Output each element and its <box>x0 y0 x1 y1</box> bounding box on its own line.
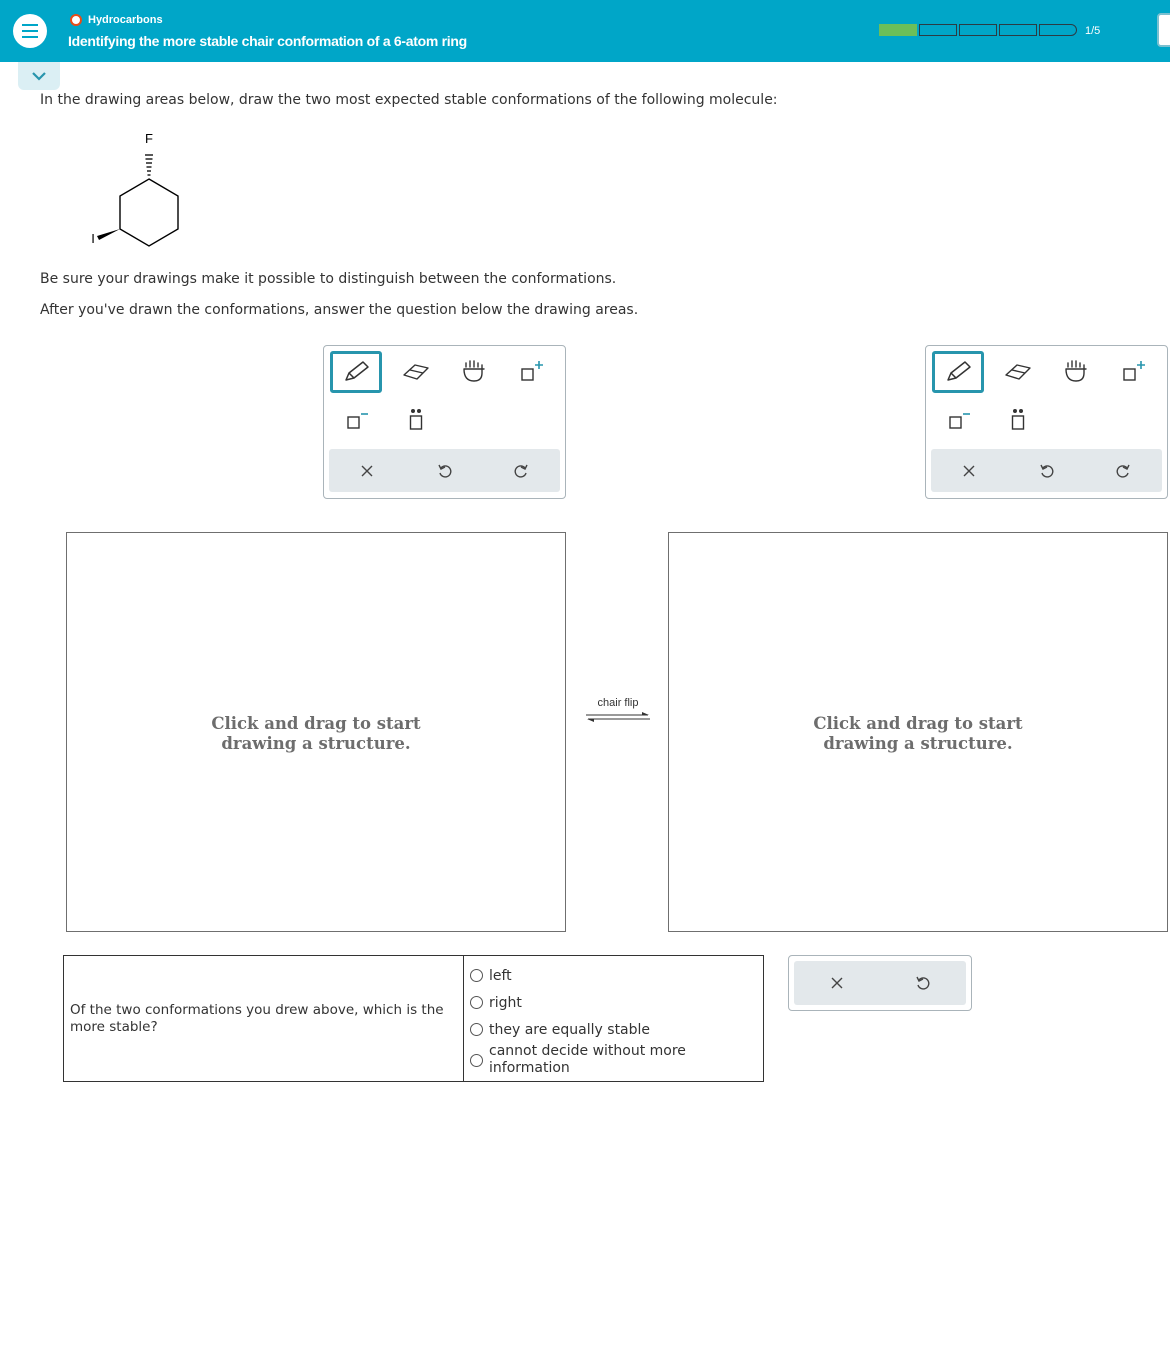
progress-label: 1/5 <box>1085 25 1101 37</box>
redo-button[interactable] <box>491 449 551 492</box>
progress-segment <box>1039 24 1077 36</box>
pencil-icon <box>943 360 973 384</box>
positive-charge-tool[interactable] <box>1108 351 1160 393</box>
canvas-hint: Click and drag to start drawing a structure. <box>211 714 421 753</box>
option-cannot-decide[interactable]: cannot decide without more information <box>470 1043 757 1077</box>
radio-button[interactable] <box>470 1054 483 1067</box>
negative-charge-icon <box>342 407 370 433</box>
atom-label-top: F <box>145 131 153 146</box>
chair-flip-label: chair flip <box>597 697 639 709</box>
eraser-icon <box>401 361 431 383</box>
molecule-structure <box>82 125 192 254</box>
radio-button[interactable] <box>470 1023 483 1036</box>
clear-answer-button[interactable] <box>794 961 880 1005</box>
redo-icon <box>513 463 529 479</box>
eraser-icon <box>1003 361 1033 383</box>
collapse-button[interactable] <box>18 62 60 90</box>
question-table <box>63 955 764 1082</box>
lone-pair-icon <box>1004 406 1032 434</box>
left-action-row <box>329 449 560 492</box>
hand-icon <box>1062 359 1090 385</box>
topic-row <box>70 14 163 26</box>
negative-charge-icon <box>944 407 972 433</box>
clear-button[interactable] <box>939 449 999 492</box>
option-left[interactable]: left <box>470 962 757 989</box>
prompt-intro: In the drawing areas below, draw the two most expected stable conformations of the following molecule: <box>40 92 778 108</box>
clear-icon <box>962 464 976 478</box>
pencil-tool[interactable] <box>932 351 984 393</box>
progress-segment <box>919 24 957 36</box>
clear-icon <box>360 464 374 478</box>
answer-toolbar <box>788 955 972 1011</box>
progress-segment <box>879 24 917 36</box>
radio-button[interactable] <box>470 969 483 982</box>
undo-button[interactable] <box>415 449 475 492</box>
prompt-note-1: Be sure your drawings make it possible to distinguish between the conformations. <box>40 271 617 287</box>
positive-charge-icon <box>1120 359 1148 385</box>
undo-answer-button[interactable] <box>880 961 966 1005</box>
header-bar <box>0 0 1170 62</box>
atom-label-left: I <box>91 231 95 246</box>
progress-segment <box>999 24 1037 36</box>
chevron-down-icon <box>31 71 47 81</box>
pencil-icon <box>341 360 371 384</box>
positive-charge-icon <box>518 359 546 385</box>
prompt-note-2: After you've drawn the conformations, answer the question below the drawing areas. <box>40 302 639 318</box>
question-text: Of the two conformations you drew above, which is the more stable? <box>64 956 464 1081</box>
undo-icon <box>915 975 931 991</box>
menu-icon <box>22 24 38 26</box>
positive-charge-tool[interactable] <box>506 351 558 393</box>
progress-segment <box>959 24 997 36</box>
page-title: Identifying the more stable chair conformation of a 6-atom ring <box>68 33 467 49</box>
topic-status-icon <box>70 14 82 26</box>
topic-label: Hydrocarbons <box>88 14 163 26</box>
lone-pair-tool[interactable] <box>992 399 1044 441</box>
right-action-row <box>931 449 1162 492</box>
left-drawing-canvas[interactable] <box>66 532 566 932</box>
equilibrium-arrows-icon <box>584 710 652 724</box>
undo-icon <box>1039 463 1055 479</box>
negative-charge-tool[interactable] <box>330 399 382 441</box>
hand-icon <box>460 359 488 385</box>
radio-button[interactable] <box>470 996 483 1009</box>
redo-button[interactable] <box>1093 449 1153 492</box>
answer-options <box>464 956 763 1081</box>
right-drawing-canvas[interactable] <box>668 532 1168 932</box>
redo-icon <box>1115 463 1131 479</box>
menu-button[interactable] <box>13 14 47 48</box>
lone-pair-icon <box>402 406 430 434</box>
eraser-tool[interactable] <box>390 351 442 393</box>
progress-bar <box>879 24 1077 36</box>
lone-pair-tool[interactable] <box>390 399 442 441</box>
undo-button[interactable] <box>1017 449 1077 492</box>
clear-button[interactable] <box>337 449 397 492</box>
canvas-hint: Click and drag to start drawing a structure. <box>813 714 1023 753</box>
pencil-tool[interactable] <box>330 351 382 393</box>
right-toolbar <box>925 345 1168 499</box>
clear-icon <box>830 976 844 990</box>
hand-tool[interactable] <box>1050 351 1102 393</box>
eraser-tool[interactable] <box>992 351 1044 393</box>
option-right[interactable]: right <box>470 989 757 1016</box>
option-equally-stable[interactable]: they are equally stable <box>470 1016 757 1043</box>
left-toolbar <box>323 345 566 499</box>
undo-icon <box>437 463 453 479</box>
hand-tool[interactable] <box>448 351 500 393</box>
negative-charge-tool[interactable] <box>932 399 984 441</box>
chair-flip-arrows <box>584 697 652 728</box>
side-panel-tab[interactable] <box>1157 13 1170 47</box>
